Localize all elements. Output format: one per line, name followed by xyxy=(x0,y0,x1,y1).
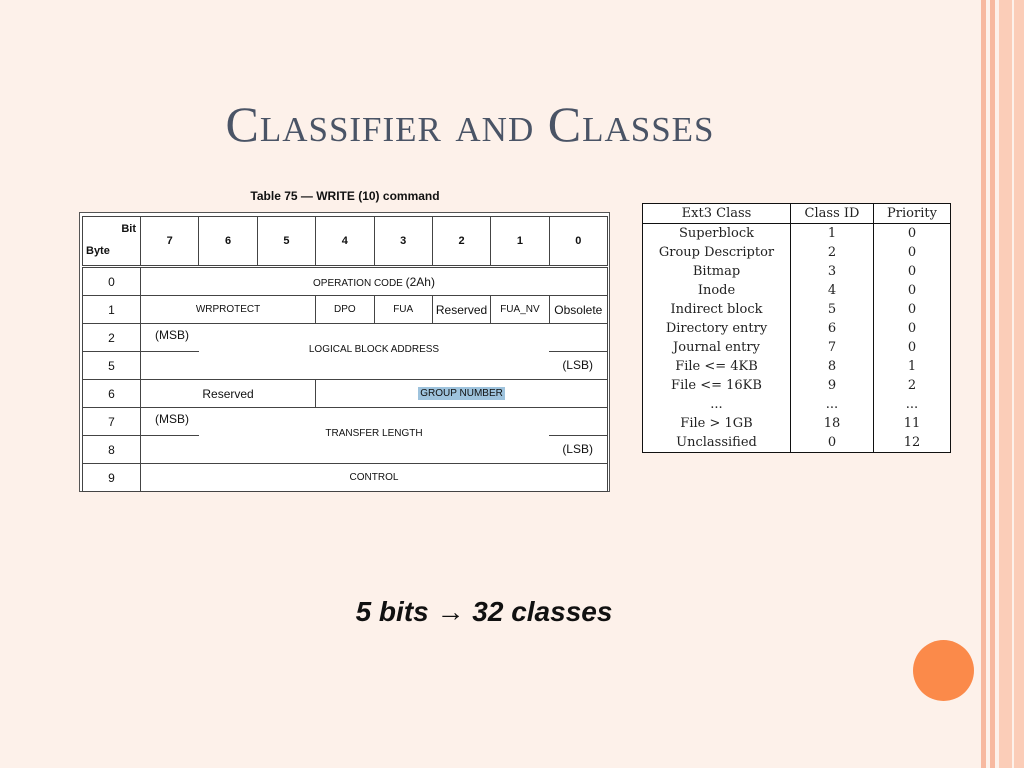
table-row xyxy=(643,414,950,433)
ext3-class-cell: Inode xyxy=(697,283,736,298)
class-id-cell: 9 xyxy=(791,376,874,395)
column-header: Priority xyxy=(874,204,951,224)
ext3-class-cell: Indirect block xyxy=(670,302,763,317)
divider xyxy=(549,435,607,436)
bit-header: 6 xyxy=(199,217,257,267)
lba-label: LOGICAL BLOCK ADDRESS xyxy=(308,344,440,355)
table-row xyxy=(643,376,950,395)
ext3-class-cell: Journal entry xyxy=(673,340,760,355)
bit-header: 4 xyxy=(316,217,374,267)
table-row xyxy=(83,408,608,436)
priority-cell: 2 xyxy=(874,376,951,395)
table-row xyxy=(643,262,950,281)
ext3-class-cell: Bitmap xyxy=(692,264,741,279)
column-header: Ext3 Class xyxy=(643,204,791,224)
byte-number: 6 xyxy=(83,380,141,408)
divider xyxy=(549,351,607,352)
caption-classes: 32 classes xyxy=(472,596,613,627)
class-id-cell: 0 xyxy=(791,433,874,452)
slide-caption xyxy=(0,596,968,628)
bit-header: 3 xyxy=(374,217,432,267)
byte-number: 2 xyxy=(83,324,141,352)
msb-label: (MSB) xyxy=(155,412,189,426)
class-id-cell: 18 xyxy=(791,414,874,433)
class-id-cell: 2 xyxy=(791,243,874,262)
priority-cell: 0 xyxy=(874,281,951,300)
column-header: Class ID xyxy=(791,204,874,224)
bit-header: 5 xyxy=(257,217,315,267)
table-row xyxy=(643,395,950,414)
class-id-cell: 6 xyxy=(791,319,874,338)
opcode-field xyxy=(141,267,608,296)
transfer-length-label: TRANSFER LENGTH xyxy=(325,428,423,439)
decorative-circle xyxy=(913,640,974,701)
reserved-field: Reserved xyxy=(141,380,316,408)
byte-number: 1 xyxy=(83,296,141,324)
priority-cell: 1 xyxy=(874,357,951,376)
ext3-table-body xyxy=(643,224,950,453)
arrow-icon: → xyxy=(436,596,465,627)
ext3-class-cell: Unclassified xyxy=(676,435,757,450)
ext3-class-cell: File <= 16KB xyxy=(671,378,762,393)
priority-cell: 11 xyxy=(874,414,951,433)
class-id-cell: ... xyxy=(791,395,874,414)
reserved-field: Reserved xyxy=(432,296,490,324)
table-row xyxy=(643,433,950,452)
ext3-class-cell: Group Descriptor xyxy=(658,245,775,260)
table-row xyxy=(83,464,608,492)
table-row xyxy=(643,224,950,244)
dpo-field: DPO xyxy=(316,296,374,324)
ext3-class-cell: Directory entry xyxy=(665,321,768,336)
class-id-cell: 3 xyxy=(791,262,874,281)
table-row xyxy=(643,357,950,376)
priority-cell: 0 xyxy=(874,319,951,338)
table-row xyxy=(83,267,608,296)
group-number-label: GROUP NUMBER xyxy=(420,388,503,399)
byte-number: 0 xyxy=(83,267,141,296)
fua-nv-field: FUA_NV xyxy=(491,296,549,324)
bit-label: Bit xyxy=(121,223,136,235)
write10-table xyxy=(82,216,608,492)
transfer-length-field xyxy=(141,408,608,464)
caption-bits: 5 bits xyxy=(355,596,429,627)
byte-number: 9 xyxy=(83,464,141,492)
table-row xyxy=(643,338,950,357)
ext3-class-cell: File <= 4KB xyxy=(675,359,758,374)
bit-header: 7 xyxy=(141,217,199,267)
table-row xyxy=(643,300,950,319)
class-id-cell: 8 xyxy=(791,357,874,376)
table-row xyxy=(643,243,950,262)
lsb-label: (LSB) xyxy=(562,358,593,372)
bit-header: 0 xyxy=(549,217,607,267)
decor-stripe xyxy=(1012,0,1014,768)
priority-cell: 12 xyxy=(874,433,951,452)
priority-cell: 0 xyxy=(874,338,951,357)
bit-byte-corner xyxy=(83,217,141,267)
class-id-cell: 5 xyxy=(791,300,874,319)
lsb-label: (LSB) xyxy=(562,442,593,456)
priority-cell: 0 xyxy=(874,300,951,319)
opcode-label: OPERATION CODE xyxy=(313,277,403,289)
control-field: CONTROL xyxy=(141,464,608,492)
ext3-class-table xyxy=(642,203,951,453)
priority-cell: 0 xyxy=(874,243,951,262)
write10-header-row xyxy=(83,217,608,267)
table-row xyxy=(83,296,608,324)
priority-cell: 0 xyxy=(874,224,951,244)
byte-number: 7 xyxy=(83,408,141,436)
slide-title: Classifier and Classes xyxy=(225,96,715,152)
ext3-class-cell: ... xyxy=(710,397,723,412)
class-id-cell: 4 xyxy=(791,281,874,300)
ext3-header-row xyxy=(643,204,950,224)
table-row xyxy=(83,324,608,352)
table-row xyxy=(643,319,950,338)
ext3-class-cell: Superblock xyxy=(679,226,754,241)
group-number-field xyxy=(316,380,608,408)
byte-label: Byte xyxy=(86,245,110,257)
bit-header: 2 xyxy=(432,217,490,267)
table-row xyxy=(643,281,950,300)
byte-number: 5 xyxy=(83,352,141,380)
logical-block-address-field xyxy=(141,324,608,380)
table-row xyxy=(83,380,608,408)
class-id-cell: 7 xyxy=(791,338,874,357)
obsolete-field: Obsolete xyxy=(549,296,607,324)
decor-stripe xyxy=(990,0,995,768)
ext3-class-cell: File > 1GB xyxy=(680,416,753,431)
class-id-cell: 1 xyxy=(791,224,874,244)
opcode-value: (2Ah) xyxy=(405,274,435,289)
wrprotect-field: WRPROTECT xyxy=(141,296,316,324)
byte-number: 8 xyxy=(83,436,141,464)
priority-cell: 0 xyxy=(874,262,951,281)
write10-caption: Table 75 — WRITE (10) command xyxy=(250,189,440,203)
decor-stripe xyxy=(981,0,986,768)
msb-label: (MSB) xyxy=(155,328,189,342)
priority-cell: ... xyxy=(874,395,951,414)
fua-field: FUA xyxy=(374,296,432,324)
bit-header: 1 xyxy=(491,217,549,267)
